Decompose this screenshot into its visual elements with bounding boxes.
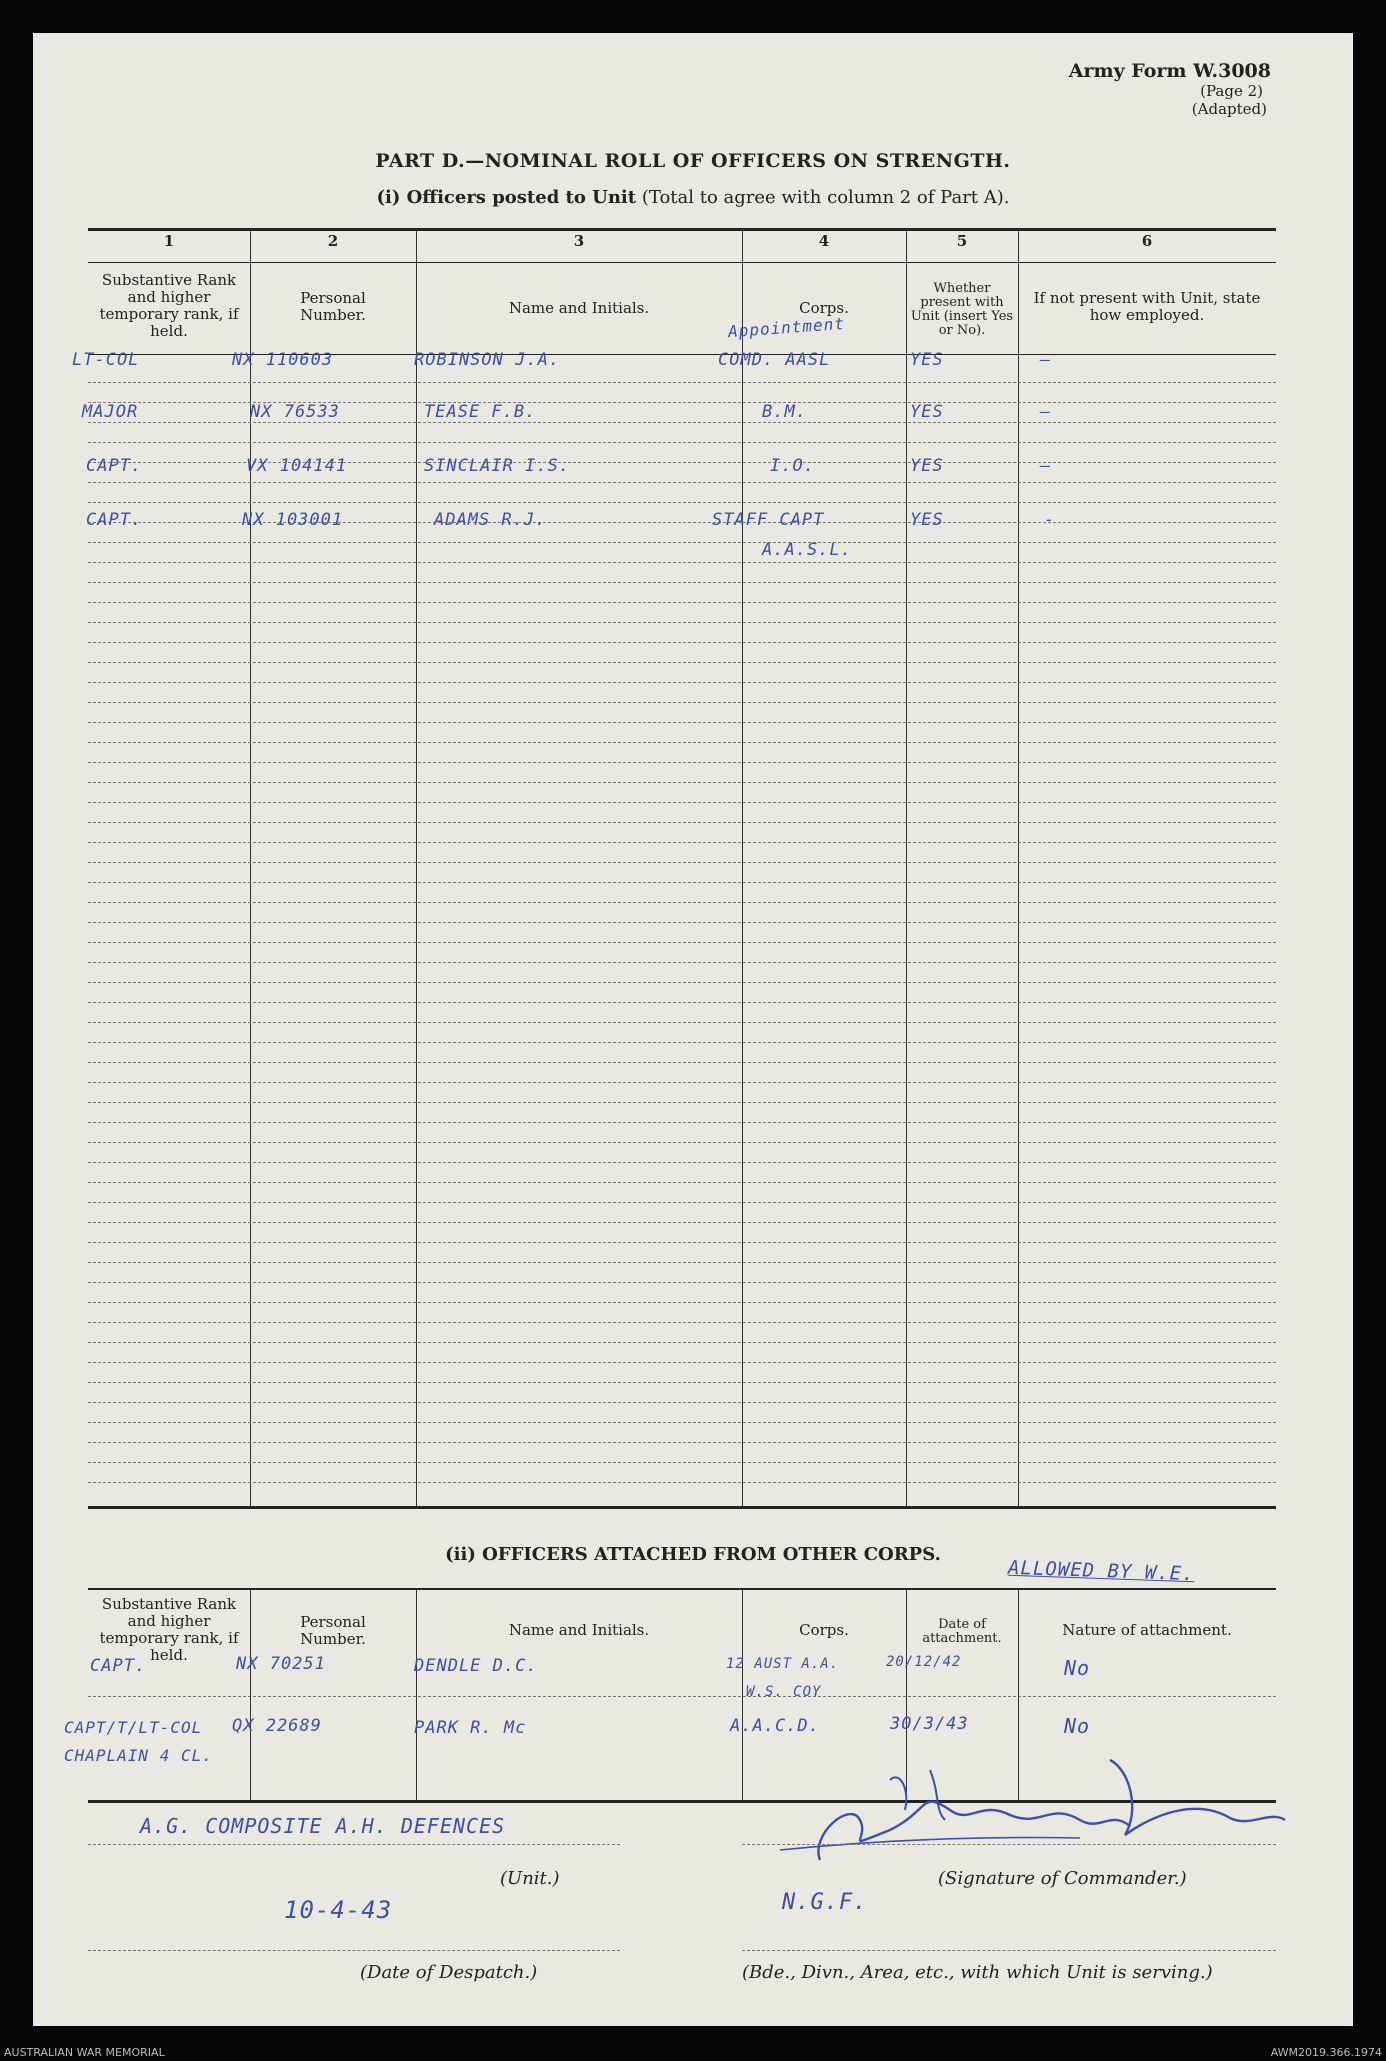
ruled-line <box>88 1022 1276 1023</box>
part-subtitle <box>0 187 1386 208</box>
ruled-line <box>88 1262 1276 1263</box>
column-header-number: Personal Number. <box>300 289 366 324</box>
employed-cell: — <box>1040 350 1052 370</box>
ruled-line <box>88 1442 1276 1443</box>
ruled-line <box>88 1382 1276 1383</box>
ruled-line <box>88 582 1276 583</box>
footer-id: AWM2019.366.1974 <box>1270 2046 1382 2059</box>
employed-cell: — <box>1040 456 1052 476</box>
date-line <box>88 1950 620 1951</box>
ruled-line <box>88 1242 1276 1243</box>
rank-cell: CAPT. <box>86 456 143 476</box>
number-cell: NX 76533 <box>250 402 340 422</box>
part-subtitle-rest: (Total to agree with column 2 of Part A). <box>641 187 1010 208</box>
name-cell: ADAMS R.J. <box>434 510 547 530</box>
ruled-line <box>88 1282 1276 1283</box>
rank-cell-line2: CHAPLAIN 4 CL. <box>64 1746 213 1765</box>
number-cell: QX 22689 <box>232 1716 322 1736</box>
corps-cell: B.M. <box>762 402 807 422</box>
ruled-line <box>88 562 1276 563</box>
section-ii-divider <box>88 1696 1276 1697</box>
rank-cell: MAJOR <box>82 402 139 422</box>
ruled-line <box>88 482 1276 483</box>
column-header-employed: If not present with Unit, state how employed. <box>1033 289 1261 324</box>
date-cell: 30/3/43 <box>890 1714 969 1734</box>
employed-cell: — <box>1040 402 1052 422</box>
name-cell: PARK R. Mc <box>414 1718 527 1738</box>
name-cell: TEASE F.B. <box>424 402 537 422</box>
column-number: 2 <box>327 232 339 250</box>
employed-cell: - <box>1044 510 1056 530</box>
present-cell: YES <box>910 402 944 422</box>
table-top-rule <box>88 228 1276 231</box>
number-cell: NX 110603 <box>232 350 334 370</box>
part-title: PART D.—NOMINAL ROLL OF OFFICERS ON STRENGTH. <box>375 150 1011 172</box>
table-bottom-rule <box>88 1506 1276 1509</box>
ruled-line <box>88 502 1276 503</box>
signature-label: (Signature of Commander.) <box>938 1868 1187 1889</box>
rank-cell: CAPT/T/LT-COL <box>64 1718 203 1737</box>
ruled-line <box>88 902 1276 903</box>
ruled-line <box>88 1162 1276 1163</box>
ruled-line <box>88 1122 1276 1123</box>
date-label: (Date of Despatch.) <box>360 1962 538 1983</box>
ruled-line <box>88 802 1276 803</box>
adapted-note: (Adapted) <box>1191 100 1267 118</box>
ruled-line <box>88 382 1276 383</box>
ruled-line <box>88 722 1276 723</box>
rank-cell: LT-COL <box>72 350 140 370</box>
ii-header-number: Personal Number. <box>300 1613 366 1648</box>
table-number-rule <box>88 262 1276 263</box>
ruled-line <box>88 602 1276 603</box>
ruled-line <box>88 1202 1276 1203</box>
ruled-line <box>88 842 1276 843</box>
column-header-rank: Substantive Rank and higher temporary rank, if held. <box>99 271 239 340</box>
ruled-line <box>88 1042 1276 1043</box>
ruled-line <box>88 1302 1276 1303</box>
ruled-line <box>88 982 1276 983</box>
corps-cell: A.A.C.D. <box>730 1716 820 1736</box>
ruled-line <box>88 1402 1276 1403</box>
ruled-line <box>88 642 1276 643</box>
ruled-line <box>88 942 1276 943</box>
ii-header-rank: Substantive Rank and higher temporary rank, if held. <box>99 1595 239 1664</box>
corps-cell: STAFF CAPT <box>712 510 825 530</box>
ruled-line <box>88 1142 1276 1143</box>
nature-cell: No <box>1064 1656 1091 1680</box>
ruled-line <box>88 542 1276 543</box>
ii-header-corps: Corps. <box>799 1621 849 1639</box>
area-line <box>742 1950 1276 1951</box>
section-ii-title: (ii) OFFICERS ATTACHED FROM OTHER CORPS. <box>445 1544 941 1565</box>
form-name: Army Form W.3008 <box>1068 60 1271 82</box>
ruled-line <box>88 442 1276 443</box>
ii-header-name: Name and Initials. <box>508 1621 650 1639</box>
area-value: N.G.F. <box>782 1890 868 1915</box>
nature-cell: No <box>1064 1714 1091 1738</box>
ruled-line <box>88 622 1276 623</box>
column-divider <box>250 1590 251 1800</box>
page-note: (Page 2) <box>1200 82 1263 100</box>
section-ii-annotation: ALLOWED BY W.E. <box>1007 1556 1195 1586</box>
number-cell: NX 103001 <box>242 510 344 530</box>
form-identifier <box>1069 60 1271 118</box>
present-cell: YES <box>910 510 944 530</box>
number-cell: NX 70251 <box>236 1654 326 1674</box>
ruled-line <box>88 682 1276 683</box>
section-ii-top-rule <box>88 1588 1276 1590</box>
corps-cell: I.O. <box>770 456 815 476</box>
part-subtitle-bold: (i) Officers posted to Unit <box>376 187 637 208</box>
ruled-line <box>88 422 1276 423</box>
ii-header-nature: Nature of attachment. <box>1062 1621 1232 1639</box>
corps-cell-line2: A.A.S.L. <box>762 540 852 560</box>
rank-cell: CAPT. <box>90 1656 147 1676</box>
column-number: 4 <box>818 232 830 250</box>
ruled-line <box>88 1342 1276 1343</box>
signature-line <box>742 1844 1276 1845</box>
unit-label: (Unit.) <box>500 1868 560 1889</box>
unit-value: A.G. COMPOSITE A.H. DEFENCES <box>140 1814 506 1838</box>
number-cell: VX 104141 <box>246 456 348 476</box>
ii-header-date: Date of attachment. <box>922 1617 1002 1646</box>
unit-line <box>88 1844 620 1845</box>
ruled-line <box>88 922 1276 923</box>
corps-cell: COMD. AASL <box>718 350 831 370</box>
footer-source: AUSTRALIAN WAR MEMORIAL <box>4 2046 165 2059</box>
column-number: 5 <box>956 232 968 250</box>
ruled-line <box>88 1002 1276 1003</box>
ruled-line <box>88 862 1276 863</box>
ruled-line <box>88 1222 1276 1223</box>
ruled-line <box>88 742 1276 743</box>
ruled-line <box>88 962 1276 963</box>
ruled-line <box>88 1062 1276 1063</box>
ruled-line <box>88 702 1276 703</box>
ruled-line <box>88 762 1276 763</box>
ruled-line <box>88 1462 1276 1463</box>
ruled-line <box>88 782 1276 783</box>
present-cell: YES <box>910 350 944 370</box>
column-number: 1 <box>163 232 175 250</box>
ruled-line <box>88 1182 1276 1183</box>
column-number: 3 <box>573 232 585 250</box>
corps-cell-line2: W.S. COY <box>746 1684 822 1700</box>
column-number: 6 <box>1141 232 1153 250</box>
ruled-line <box>88 1422 1276 1423</box>
ruled-line <box>88 1362 1276 1363</box>
commander-signature <box>780 1740 1300 1870</box>
ruled-line <box>88 1082 1276 1083</box>
present-cell: YES <box>910 456 944 476</box>
rank-cell: CAPT. <box>86 510 143 530</box>
ruled-line <box>88 662 1276 663</box>
date-value: 10-4-43 <box>284 1896 393 1924</box>
ruled-line <box>88 1102 1276 1103</box>
name-cell: DENDLE D.C. <box>414 1656 538 1676</box>
column-header-corps: Corps. <box>799 299 849 317</box>
ruled-line <box>88 882 1276 883</box>
name-cell: SINCLAIR I.S. <box>424 456 571 476</box>
ruled-line <box>88 1322 1276 1323</box>
ruled-line <box>88 822 1276 823</box>
column-header-present: Whether present with Unit (insert Yes or No). <box>910 281 1014 338</box>
corps-cell: 12 AUST A.A. <box>726 1656 840 1672</box>
ruled-line <box>88 1482 1276 1483</box>
corps-annotation: Appointment <box>727 313 846 342</box>
name-cell: ROBINSON J.A. <box>414 350 561 370</box>
area-label: (Bde., Divn., Area, etc., with which Unit is serving.) <box>742 1962 1213 1983</box>
column-header-name: Name and Initials. <box>508 299 650 317</box>
date-cell: 20/12/42 <box>886 1654 962 1670</box>
